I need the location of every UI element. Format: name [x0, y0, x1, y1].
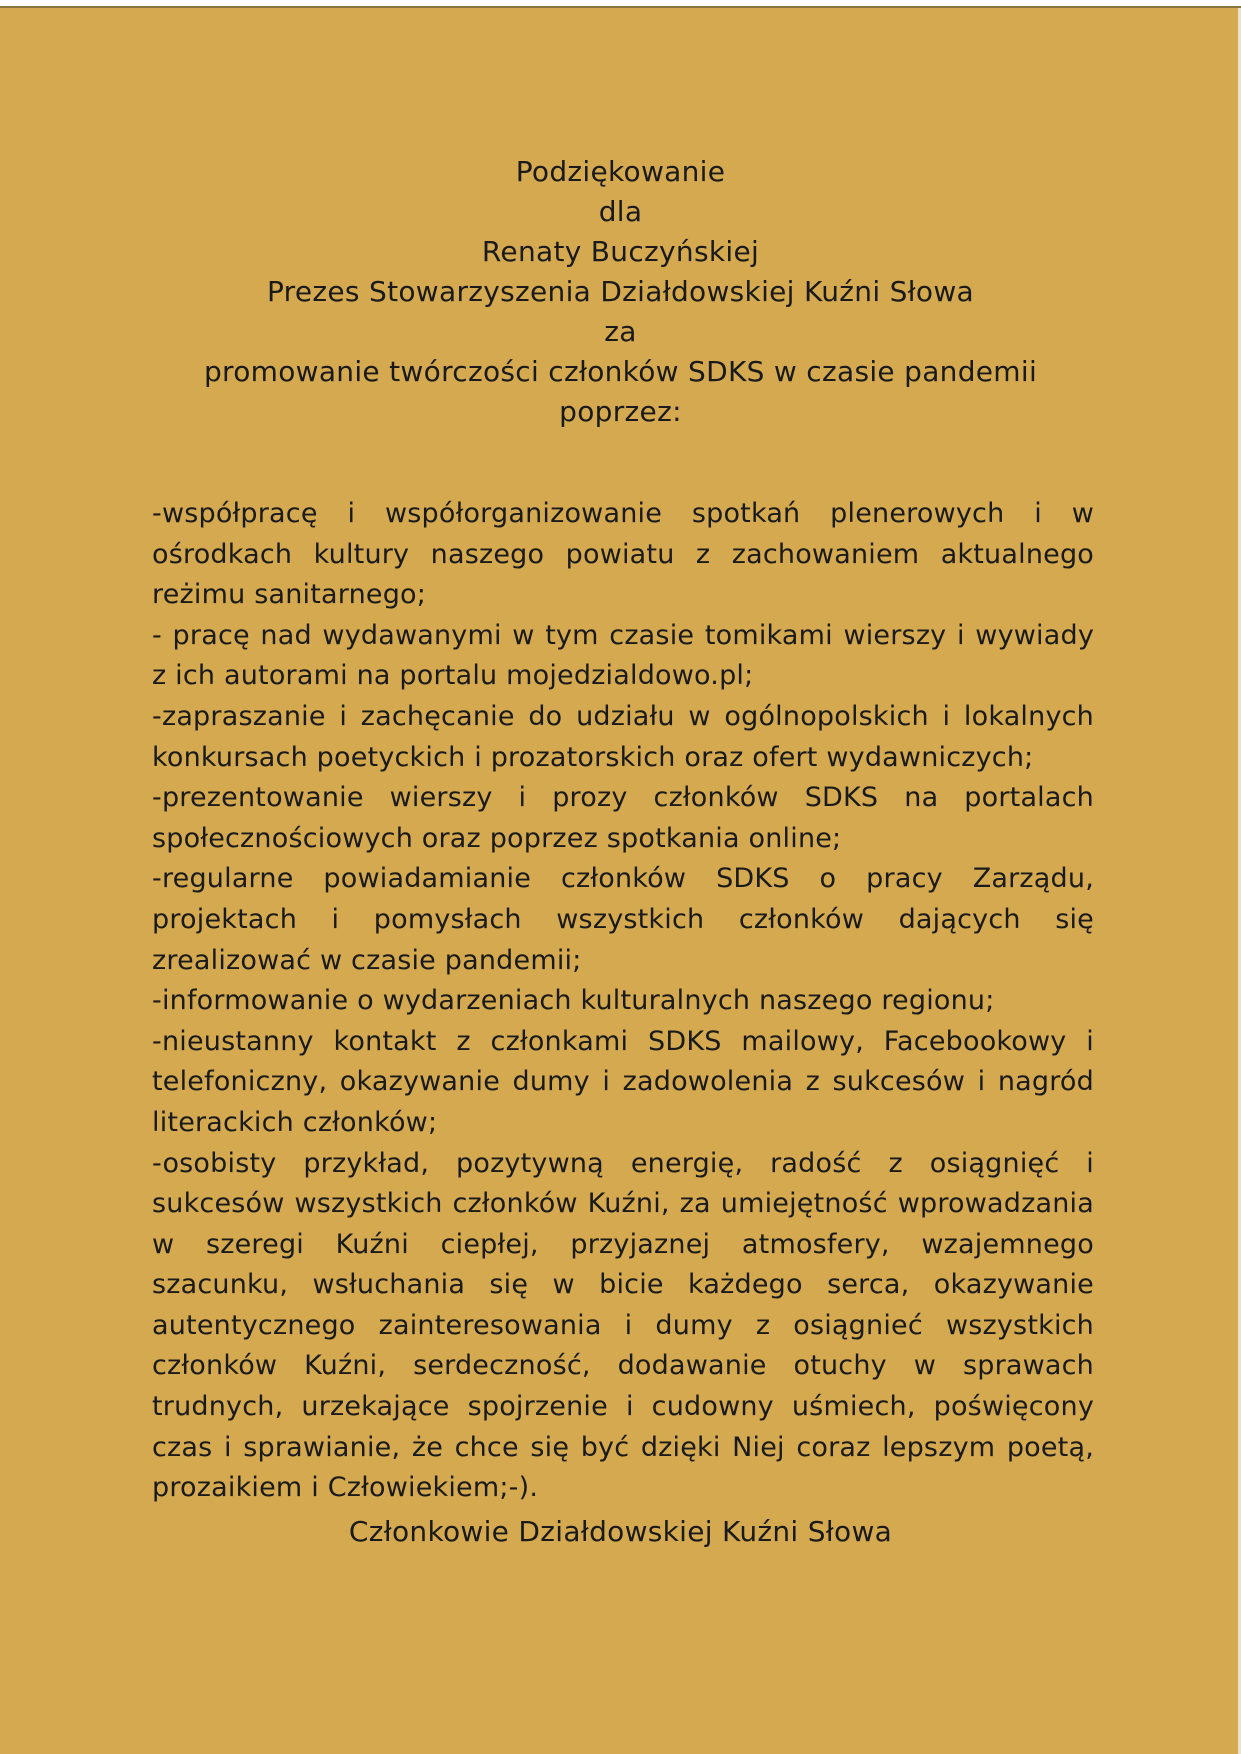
- signature: Członkowie Działdowskiej Kuźni Słowa: [348, 1515, 893, 1548]
- merit-item: -informowanie o wydarzeniach kulturalnych naszego regionu;: [152, 985, 995, 1017]
- heading-through: poprzez:: [559, 395, 682, 428]
- merit-item: -osobisty przykład, pozytywną energię, radość z osiągnięć i sukcesów wszystkich członków Kuźni, za umiejętność wprowadzania w szeregi Kuźni ciepłej, przyjaznej atmosfery, wzajemnego szacunku, wsłuchania się w bicie każdego serca, okazywanie autentycznego zainteresowania i dumy z osiągnieć wszystkich członków Kuźni, serdeczność, dodawanie otuchy w sprawach trudnych, urzekające spojrzenie i cudowny uśmiech, poświęcony czas i sprawianie, że chce się być dzięki Niej coraz lepszym poetą, prozaikiem i Człowiekiem;-).: [152, 1147, 1094, 1504]
- heading-for-reason: za: [604, 315, 637, 348]
- document-page: [0, 6, 1241, 1754]
- merit-item: -prezentowanie wierszy i prozy członków SDKS na portalach społecznościowych oraz poprzez spotkania online;: [152, 782, 1094, 854]
- merit-item: -regularne powiadamianie członków SDKS o pracy Zarządu, projektach i pomysłach wszystkich członków dających się zrealizować w czasie pandemii;: [152, 863, 1094, 976]
- heading-role: Prezes Stowarzyszenia Działdowskiej Kuźni Słowa: [266, 275, 975, 308]
- heading-reason: promowanie twórczości członków SDKS w czasie pandemii: [203, 355, 1038, 388]
- heading-for: dla: [598, 195, 643, 228]
- merit-item: -nieustanny kontakt z członkami SDKS mailowy, Facebookowy i telefoniczny, okazywanie dumy i zadowolenia z sukcesów i nagród literackich członków;: [152, 1025, 1094, 1138]
- merits-list: [152, 494, 1094, 1509]
- heading-recipient: Renaty Buczyńskiej: [481, 235, 760, 268]
- merit-item: -zapraszanie i zachęcanie do udziału w ogólnopolskich i lokalnych konkursach poetyckich i prozatorskich oraz ofert wydawniczych;: [152, 700, 1094, 773]
- heading-title: Podziękowanie: [515, 155, 726, 188]
- merit-item: - pracę nad wydawanymi w tym czasie tomikami wierszy i wywiady z ich autorami na portalu mojedzialdowo.pl;: [152, 619, 1094, 692]
- merit-item: -współpracę i współorganizowanie spotkań plenerowych i w ośrodkach kultury naszego powiatu z zachowaniem aktualnego reżimu sanitarnego;: [152, 498, 1094, 611]
